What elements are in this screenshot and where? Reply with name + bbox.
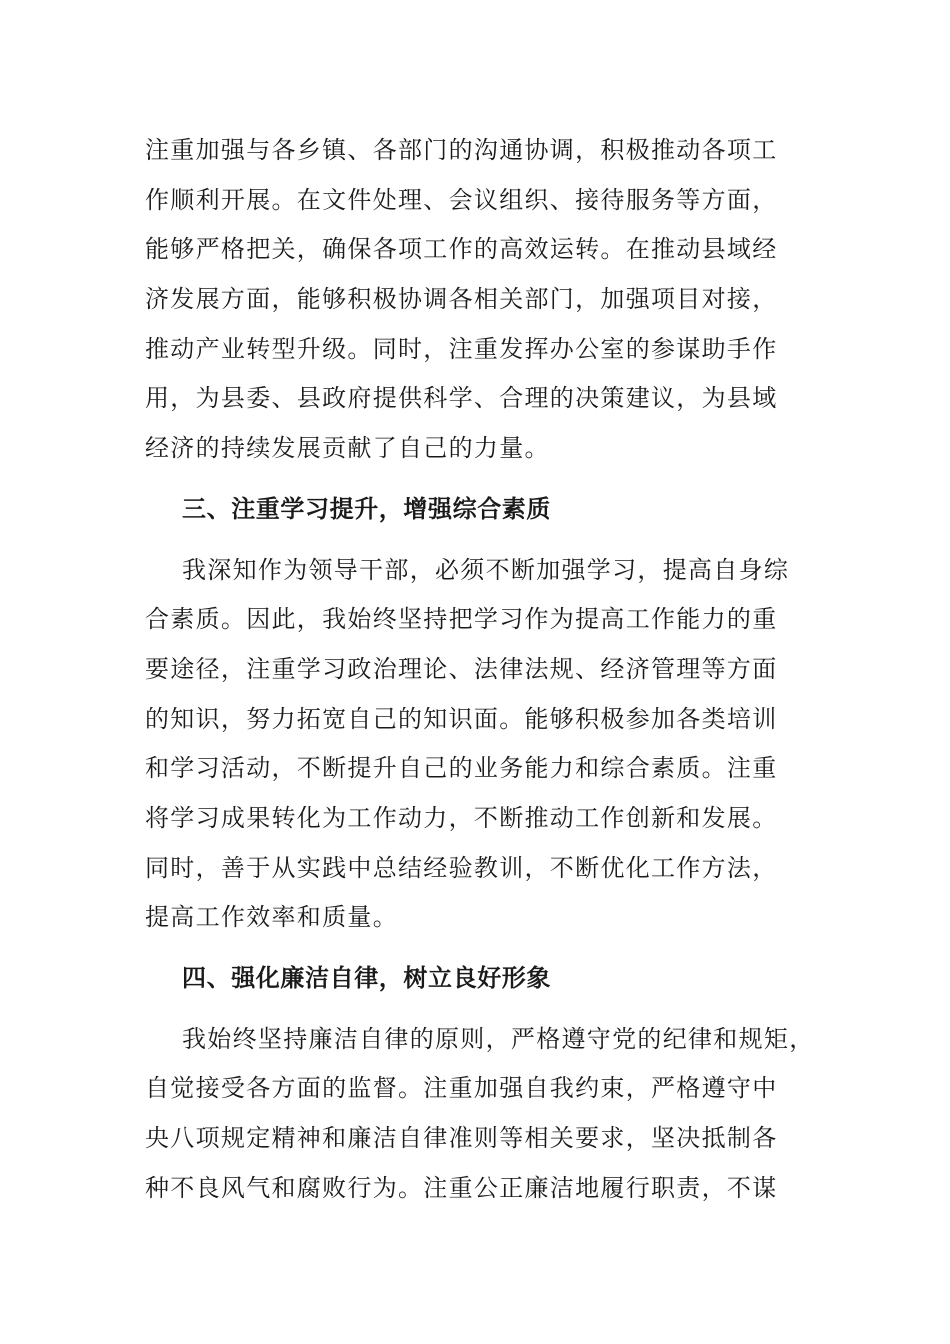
- text-line: 推动产业转型升级。同时，注重发挥办公室的参谋助手作: [145, 334, 778, 363]
- text-line: 济发展方面，能够积极协调各相关部门，加强项目对接，: [145, 285, 778, 314]
- text-line: 我始终坚持廉洁自律的原则，严格遵守党的纪律和规矩，: [182, 1024, 815, 1053]
- text-line: 种不良风气和腐败行为。注重公正廉洁地履行职责，不谋: [145, 1173, 778, 1202]
- text-line: 注重加强与各乡镇、各部门的沟通协调，积极推动各项工: [145, 136, 778, 164]
- section-3-paragraph: [145, 546, 815, 944]
- text-line: 能够严格把关，确保各项工作的高效运转。在推动县域经: [145, 235, 778, 264]
- text-line: 同时，善于从实践中总结经验教训，不断优化工作方法，: [145, 853, 778, 882]
- text-line: 的知识，努力拓宽自己的知识面。能够积极参加各类培训: [145, 704, 778, 733]
- text-line: 要途径，注重学习政治理论、法律法规、经济管理等方面: [145, 654, 778, 683]
- paragraph-continued: [145, 126, 815, 474]
- section-3-heading: 三、注重学习提升，增强综合素质: [182, 494, 551, 523]
- text-line: 用，为县委、县政府提供科学、合理的决策建议，为县域: [145, 384, 778, 413]
- section-4-paragraph: [145, 1015, 815, 1214]
- text-line: 经济的持续发展贡献了自己的力量。: [145, 434, 550, 463]
- text-line: 合素质。因此，我始终坚持把学习作为提高工作能力的重: [145, 605, 778, 634]
- text-line: 作顺利开展。在文件处理、会议组织、接待服务等方面，: [145, 185, 778, 214]
- text-line: 和学习活动，不断提升自己的业务能力和综合素质。注重: [145, 754, 778, 783]
- text-line: 将学习成果转化为工作动力，不断推动工作创新和发展。: [145, 803, 778, 832]
- text-line: 提高工作效率和质量。: [145, 903, 398, 932]
- text-line: 央八项规定精神和廉洁自律准则等相关要求，坚决抵制各: [145, 1124, 778, 1153]
- text-line: 我深知作为领导干部，必须不断加强学习，提高自身综: [182, 555, 790, 584]
- document-body: [145, 126, 815, 1213]
- text-line: 自觉接受各方面的监督。注重加强自我约束，严格遵守中: [145, 1074, 778, 1103]
- section-4-heading: 四、强化廉洁自律，树立良好形象: [182, 964, 551, 992]
